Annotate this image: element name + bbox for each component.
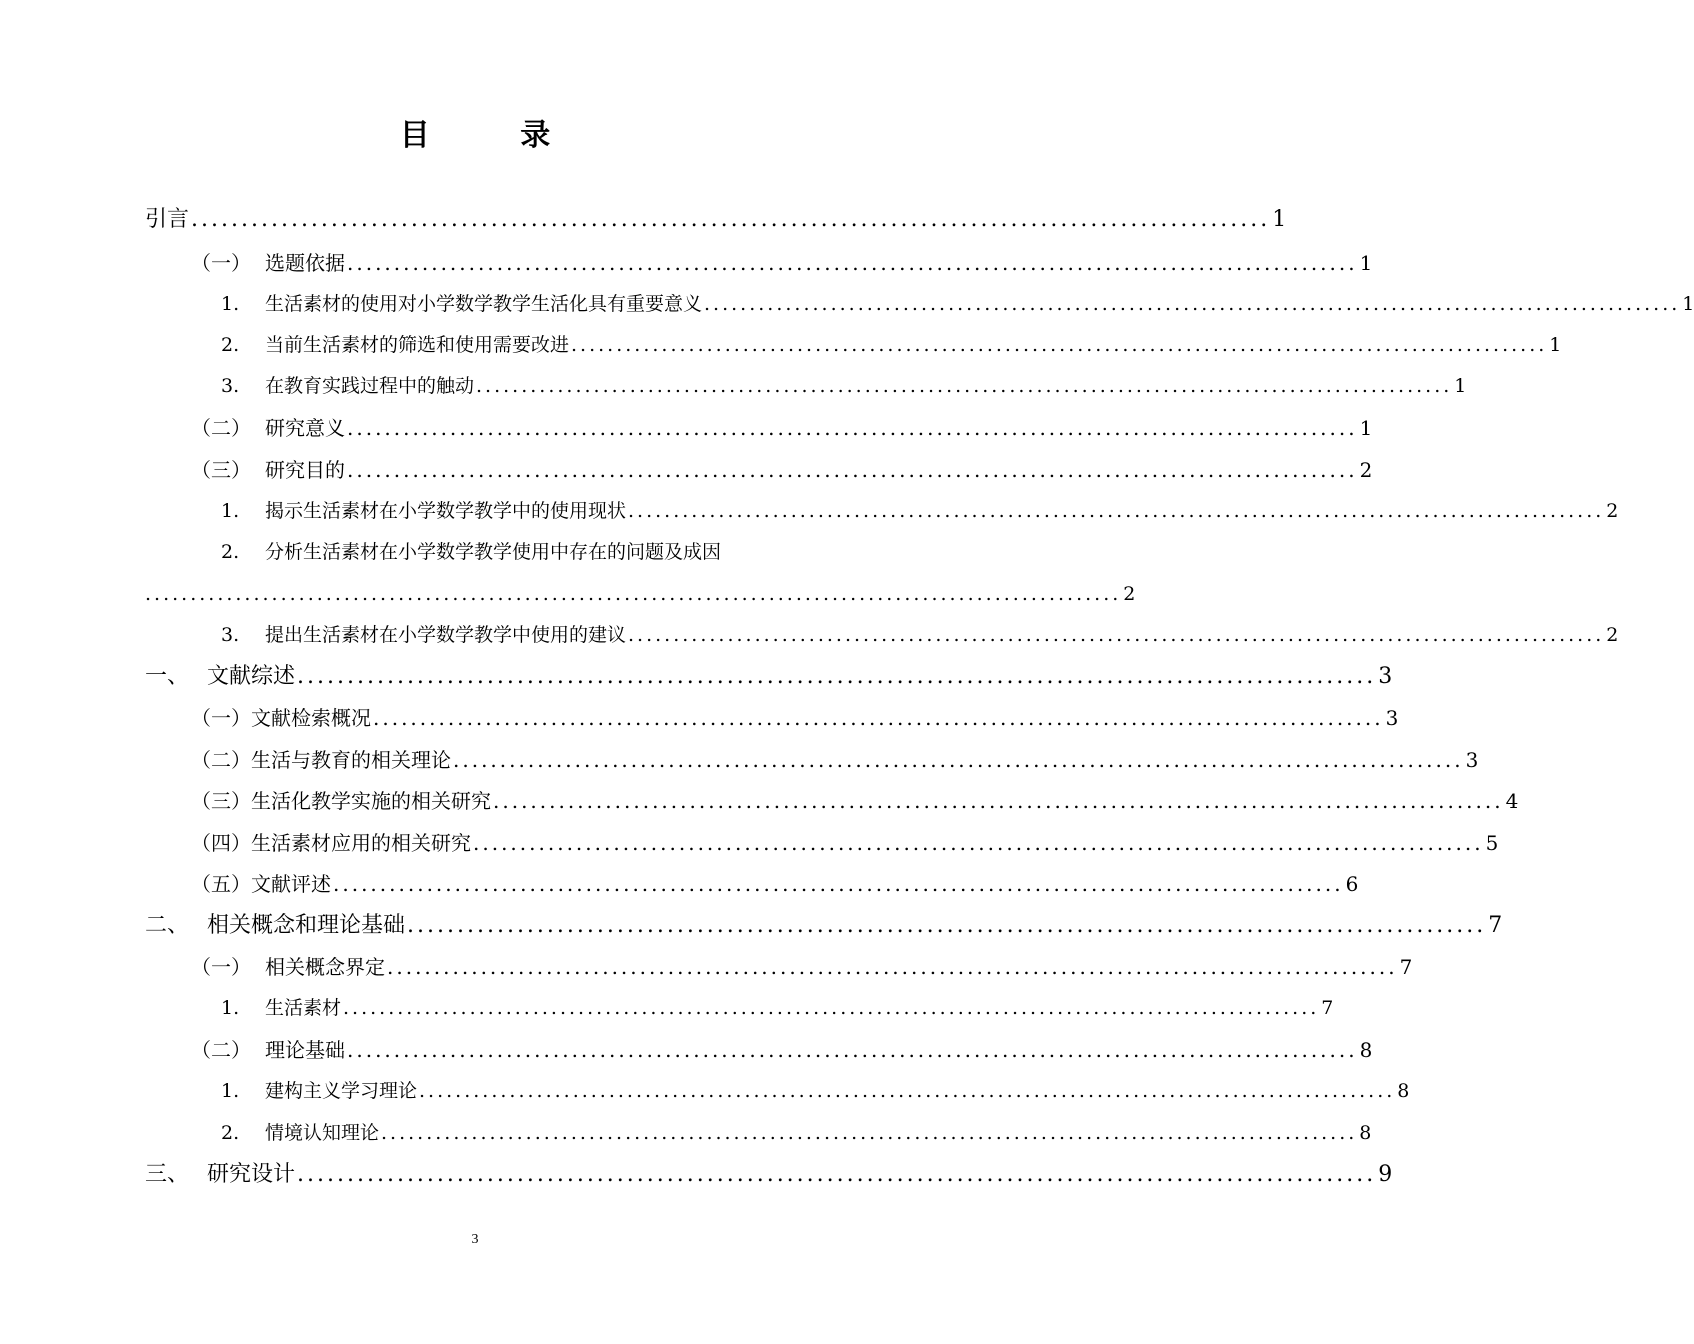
toc-page-number: 6 — [1345, 872, 1359, 896]
toc-entry-chapter[interactable] — [145, 661, 1393, 693]
toc-entry[interactable] — [145, 455, 1373, 485]
toc-page-number: 1 — [1359, 416, 1373, 440]
toc-page-number: 3 — [1465, 748, 1479, 772]
dot-leader: ............................................................................................................ — [347, 458, 1358, 482]
toc-entry-text: 文献检索概况 — [251, 706, 371, 730]
toc-entry-text: 选题依据 — [265, 251, 345, 275]
page-number-footer: 3 — [471, 1232, 479, 1247]
dot-leader: ............................................................................................................ — [628, 500, 1605, 522]
toc-page-number: 7 — [1488, 913, 1503, 938]
toc-entry-number: （五） — [191, 872, 251, 896]
dot-leader: ............................................................................................................ — [381, 1122, 1358, 1144]
toc-entry-number: 2. — [221, 334, 240, 356]
toc-entry-number: 1. — [221, 500, 240, 522]
toc-entry[interactable] — [145, 786, 1519, 816]
toc-page-number: 5 — [1485, 831, 1499, 855]
toc-entry-continuation[interactable] — [145, 579, 1136, 609]
toc-entry-number: 一、 — [145, 664, 190, 689]
toc-page-number: 1 — [1359, 251, 1373, 275]
toc-page-number: 1 — [1549, 334, 1562, 356]
toc-entry-number: 2. — [221, 1122, 240, 1144]
toc-entry-text: 理论基础 — [265, 1038, 345, 1062]
toc-entry[interactable] — [145, 703, 1399, 733]
toc-entry-number: （四） — [191, 831, 251, 855]
toc-page-number: 9 — [1378, 1162, 1393, 1187]
toc-entry-text: 建构主义学习理论 — [265, 1080, 418, 1102]
toc-page-number: 2 — [1123, 583, 1136, 605]
toc-page-number: 2 — [1606, 624, 1619, 646]
toc-entry-number: 二、 — [145, 913, 190, 938]
dot-leader: ............................................................................................................ — [704, 293, 1681, 315]
toc-entry-text: 生活素材应用的相关研究 — [251, 831, 471, 855]
toc-entry-chapter[interactable] — [145, 1159, 1393, 1191]
toc-entry[interactable] — [145, 248, 1373, 278]
toc-entry-number: 3. — [221, 375, 240, 397]
toc-entry-text: 提出生活素材在小学数学教学中使用的建议 — [265, 624, 627, 646]
toc-entry-text: 揭示生活素材在小学数学教学中的使用现状 — [265, 500, 627, 522]
toc-entry[interactable] — [145, 330, 1562, 360]
dot-leader: ............................................................................................................ — [476, 375, 1453, 397]
dot-leader: ............................................................................................................ — [628, 624, 1605, 646]
dot-leader: ............................................................................................................ — [145, 583, 1122, 605]
toc-entry-number: （一） — [191, 706, 251, 730]
toc-entry[interactable] — [145, 371, 1467, 401]
toc-page-number: 2 — [1359, 458, 1373, 482]
dot-leader: ............................................................................................................ — [333, 872, 1344, 896]
toc-page-number: 2 — [1606, 500, 1619, 522]
dot-leader: ............................................................................................................ — [407, 913, 1487, 938]
toc-page-number: 3 — [1378, 664, 1393, 689]
toc-page-number: 1 — [1454, 375, 1467, 397]
toc-entry-number: （二） — [191, 748, 251, 772]
toc-entry[interactable] — [145, 952, 1413, 982]
toc-entry-text: 相关概念和理论基础 — [207, 913, 406, 938]
toc-entry[interactable] — [145, 869, 1359, 899]
toc-entry-text: 引言 — [145, 207, 190, 232]
toc-entry-chapter[interactable] — [145, 910, 1503, 942]
toc-entry-text: 情境认知理论 — [265, 1122, 380, 1144]
toc-entry[interactable] — [145, 496, 1619, 526]
toc-entry[interactable] — [145, 1118, 1372, 1148]
toc-entry[interactable] — [145, 289, 1694, 319]
toc-entry-number: （三） — [191, 458, 251, 482]
toc-entry-number: 1. — [221, 293, 240, 315]
toc-entry-text: 研究目的 — [265, 458, 345, 482]
toc-entry[interactable] — [145, 620, 1619, 650]
toc-page-number: 7 — [1321, 997, 1334, 1019]
toc-page-number: 7 — [1399, 955, 1413, 979]
toc-page-number: 8 — [1397, 1080, 1410, 1102]
dot-leader: ............................................................................................................ — [419, 1080, 1396, 1102]
page-title: 目 录 — [399, 118, 591, 153]
dot-leader: ............................................................................................................ — [343, 997, 1320, 1019]
toc-page-number: 3 — [1385, 706, 1399, 730]
toc-entry-number: （二） — [191, 416, 251, 440]
toc-entry-number: 1. — [221, 997, 240, 1019]
dot-leader: ............................................................................................................ — [473, 831, 1484, 855]
toc-entry-number: （一） — [191, 251, 251, 275]
dot-leader: ............................................................................................................ — [347, 416, 1358, 440]
toc-entry-number: 1. — [221, 1080, 240, 1102]
toc-entry-number: （一） — [191, 955, 251, 979]
toc-page-number: 8 — [1359, 1038, 1373, 1062]
toc-entry-text: 生活素材 — [265, 997, 342, 1019]
toc-entry-number: 2. — [221, 541, 240, 563]
toc-entry[interactable] — [145, 537, 807, 567]
toc-entry-intro[interactable] — [145, 204, 1287, 236]
toc-entry[interactable] — [145, 828, 1499, 858]
toc-entry[interactable] — [145, 993, 1334, 1023]
toc-entry-text: 研究设计 — [207, 1162, 296, 1187]
toc-entry-text: 当前生活素材的筛选和使用需要改进 — [265, 334, 570, 356]
dot-leader: ............................................................................................................ — [347, 251, 1358, 275]
toc-entry[interactable] — [145, 1076, 1410, 1106]
toc-entry[interactable] — [145, 413, 1373, 443]
toc-entry-number: （二） — [191, 1038, 251, 1062]
toc-entry-number: 3. — [221, 624, 240, 646]
toc-entry-text: 生活化教学实施的相关研究 — [251, 789, 491, 813]
toc-page-number: 4 — [1505, 789, 1519, 813]
toc-entry-text: 相关概念界定 — [265, 955, 385, 979]
toc-entry-text: 研究意义 — [265, 416, 345, 440]
dot-leader: ............................................................................................................ — [297, 664, 1377, 689]
dot-leader: ............................................................................................................ — [453, 748, 1464, 772]
toc-page-number: 8 — [1359, 1122, 1372, 1144]
dot-leader: ............................................................................................................ — [373, 706, 1384, 730]
toc-entry[interactable] — [145, 1035, 1373, 1065]
dot-leader: ............................................................................................................ — [297, 1162, 1377, 1187]
toc-page-number: 1 — [1272, 207, 1287, 232]
toc-entry-text: 分析生活素材在小学数学教学使用中存在的问题及成因 — [265, 541, 722, 563]
toc-entry[interactable] — [145, 745, 1479, 775]
dot-leader: ............................................................................................................ — [493, 789, 1504, 813]
dot-leader: ............................................................................................................ — [387, 955, 1398, 979]
toc-entry-text: 生活素材的使用对小学数学教学生活化具有重要意义 — [265, 293, 703, 315]
toc-entry-text: 在教育实践过程中的触动 — [265, 375, 475, 397]
toc-entry-text: 文献评述 — [251, 872, 331, 896]
toc-entry-text: 生活与教育的相关理论 — [251, 748, 451, 772]
dot-leader: ............................................................................................................ — [191, 207, 1271, 232]
dot-leader: ............................................................................................................ — [571, 334, 1548, 356]
toc-page-number: 1 — [1682, 293, 1694, 315]
dot-leader: ............................................................................................................ — [347, 1038, 1358, 1062]
toc-entry-number: 三、 — [145, 1162, 190, 1187]
toc-entry-text: 文献综述 — [207, 664, 296, 689]
toc-entry-number: （三） — [191, 789, 251, 813]
